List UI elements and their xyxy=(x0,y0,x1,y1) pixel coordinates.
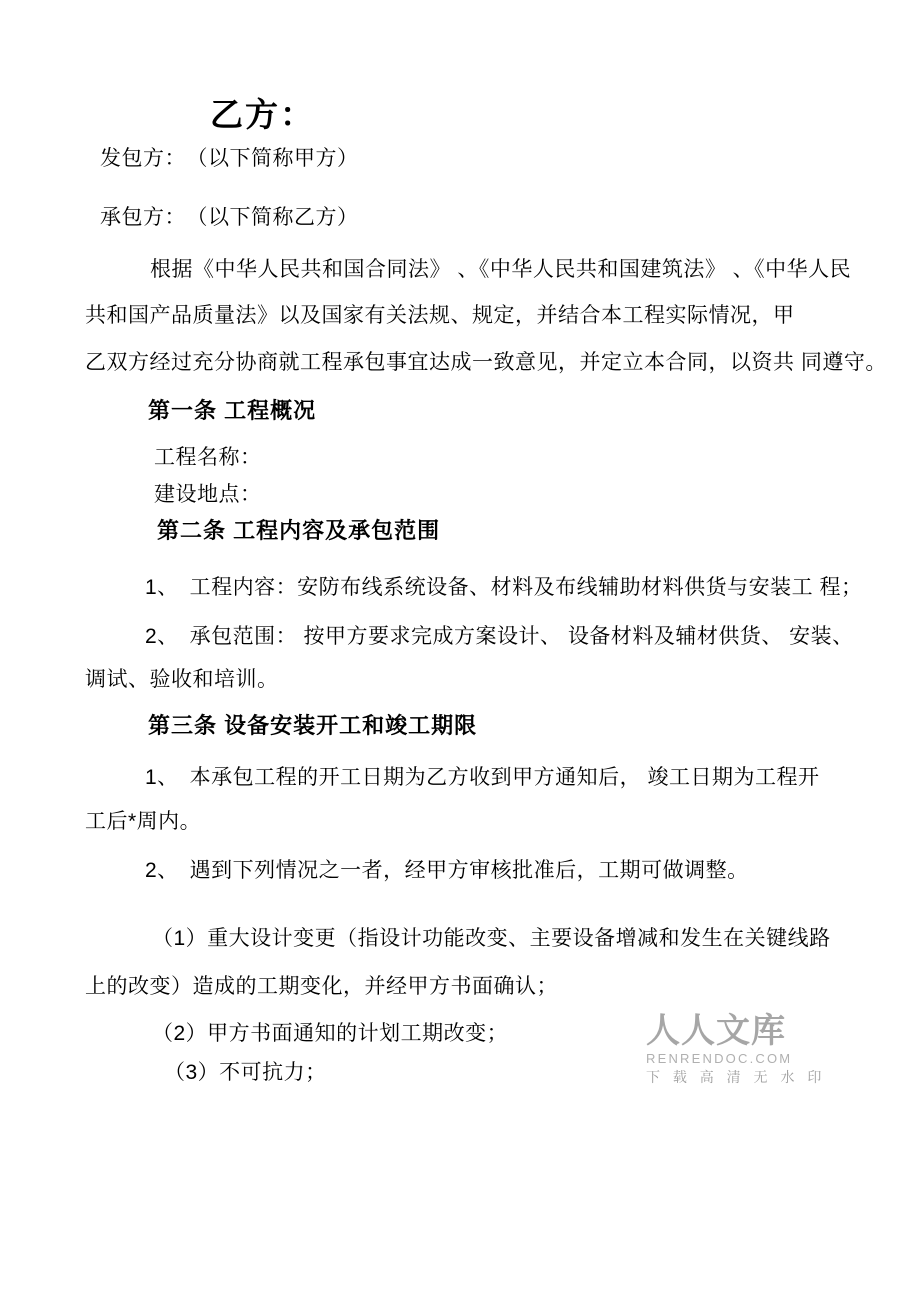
watermark xyxy=(646,1011,826,1085)
party-b-line: 承包方： （以下简称乙方） xyxy=(100,206,359,229)
article-3-item-1-continuation: 工后*周内。 xyxy=(85,810,202,833)
preamble-line-2: 共和国产品质量法》以及国家有关法规、规定，并结合本工程实际情况，甲 xyxy=(85,304,795,327)
preamble-line-1: 根据《中华人民共和国合同法》 、《中华人民共和国建筑法》 、《中华人民 xyxy=(150,258,852,281)
article-3-subitem-1: （1）重大设计变更（指设计功能改变、主要设备增减和发生在关键线路 xyxy=(152,927,831,950)
watermark-brand-logo: 人人文库 xyxy=(646,1011,786,1051)
article-3-subitem-1-continuation: 上的改变）造成的工期变化，并经甲方书面确认； xyxy=(85,975,558,998)
article-1-heading: 第一条 工程概况 xyxy=(148,398,317,423)
article-2-item-2-continuation: 调试、验收和培训。 xyxy=(85,668,279,691)
watermark-tagline: 下 载 高 清 无 水 印 xyxy=(646,1069,826,1085)
preamble-line-3: 乙双方经过充分协商就工程承包事宜达成一致意见，并定立本合同，以资共 同遵守。 xyxy=(85,351,887,374)
article-2-heading: 第二条 工程内容及承包范围 xyxy=(157,518,441,543)
article-2-item-1: 1、 工程内容：安防布线系统设备、材料及布线辅助材料供货与安装工 程； xyxy=(145,576,863,599)
project-name-label: 工程名称： xyxy=(154,446,262,469)
article-3-item-2: 2、 遇到下列情况之一者，经甲方审核批准后，工期可做调整。 xyxy=(145,859,749,882)
article-3-heading: 第三条 设备安装开工和竣工期限 xyxy=(148,713,478,738)
article-3-item-1: 1、 本承包工程的开工日期为乙方收到甲方通知后， 竣工日期为工程开 xyxy=(145,766,820,789)
article-2-item-2: 2、 承包范围： 按甲方要求完成方案设计、 设备材料及辅材供货、 安装、 xyxy=(145,625,854,648)
party-a-line: 发包方： （以下简称甲方） xyxy=(100,147,359,170)
article-3-subitem-2: （2）甲方书面通知的计划工期改变； xyxy=(152,1022,509,1045)
watermark-domain: RENRENDOC.COM xyxy=(646,1051,793,1066)
party-b-title: 乙方： xyxy=(210,96,315,133)
location-label: 建设地点： xyxy=(154,483,262,506)
article-3-subitem-3: （3）不可抗力； xyxy=(164,1061,327,1084)
